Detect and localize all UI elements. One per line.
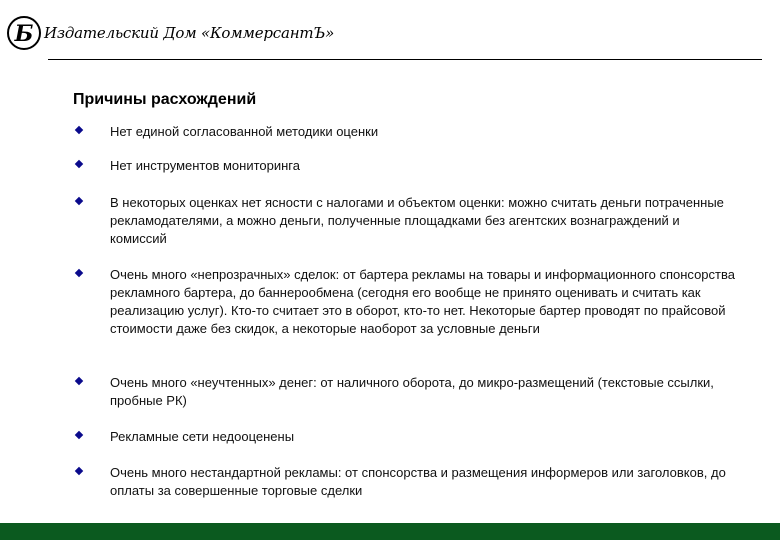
list-item-text: Рекламные сети недооценены bbox=[110, 429, 295, 444]
bullet-diamond-icon bbox=[75, 197, 83, 205]
bullet-diamond-icon bbox=[75, 377, 83, 385]
logo-letter: Б bbox=[14, 21, 34, 47]
bullet-diamond-icon bbox=[75, 269, 83, 277]
list-item-text: Очень много «непрозрачных» сделок: от бартера рекламы на товары и информационного спонсорства рекламного бартера, до баннерообмена (сегодня его вообще не принято оценивать и считать как реализацию услуг). Кто-то считает это в оборот, кто-то нет. Некоторые бартер проводят по прайсовой стоимости даже без скидок, а некоторые наоборот за условные деньги bbox=[110, 267, 735, 336]
header bbox=[0, 0, 780, 62]
list-item-text: В некоторых оценках нет ясности с налогами и объектом оценки: можно считать деньги потраченные рекламодателями, а можно деньги, полученные площадками без агентских вознаграждений и комиссий bbox=[110, 195, 724, 246]
list-item-text: Нет инструментов мониторинга bbox=[110, 158, 300, 173]
bullet-diamond-icon bbox=[75, 431, 83, 439]
bullet-diamond-icon bbox=[75, 467, 83, 475]
footer-bar bbox=[0, 523, 780, 540]
list-item-text: Очень много нестандартной рекламы: от спонсорства и размещения информеров или заголовков, до оплаты за совершенные торговые сделки bbox=[110, 465, 726, 498]
list-item-text: Нет единой согласованной методики оценки bbox=[110, 124, 379, 139]
kommersant-logo-icon bbox=[6, 15, 42, 51]
publisher-name: Издательский Дом «КоммерсантЪ» bbox=[44, 24, 335, 42]
bullet-diamond-icon bbox=[75, 126, 83, 134]
slide-title: Причины расхождений bbox=[73, 91, 257, 108]
list-item-text: Очень много «неучтенных» денег: от наличного оборота, до микро-размещений (текстовые ссылки, пробные РК) bbox=[110, 375, 714, 408]
header-divider bbox=[48, 59, 762, 60]
bullet-diamond-icon bbox=[75, 160, 83, 168]
